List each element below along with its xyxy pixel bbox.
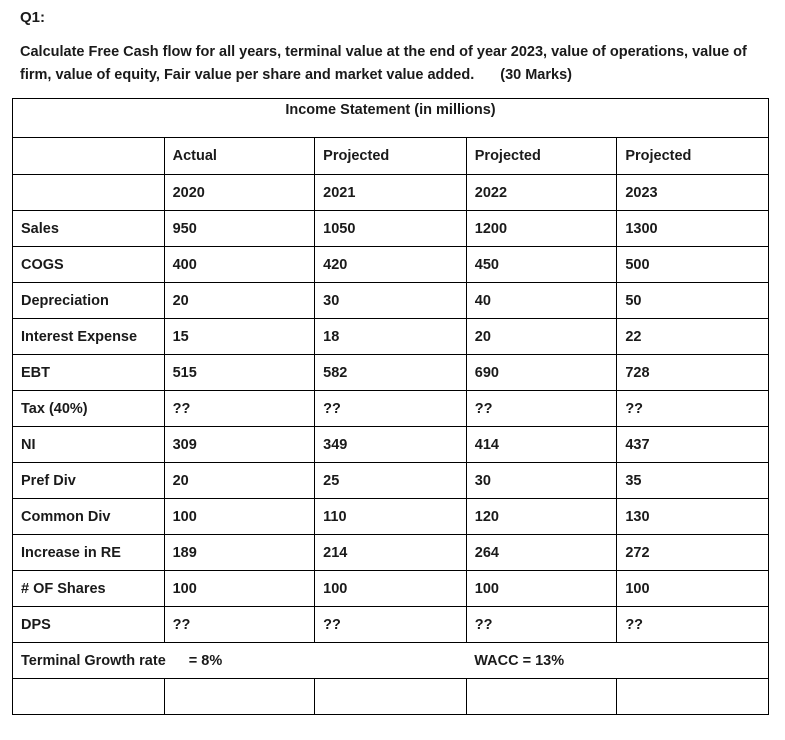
table-row bbox=[13, 247, 769, 283]
row-value: 20 bbox=[164, 463, 315, 499]
year-cell: 2023 bbox=[617, 175, 769, 211]
type-row bbox=[13, 138, 769, 175]
year-cell: 2022 bbox=[466, 175, 617, 211]
table-row bbox=[13, 463, 769, 499]
table-row bbox=[13, 571, 769, 607]
table-row bbox=[13, 391, 769, 427]
row-label: NI bbox=[13, 427, 165, 463]
terminal-growth-cell bbox=[13, 643, 467, 679]
empty-cell bbox=[466, 679, 617, 715]
row-value: 349 bbox=[315, 427, 467, 463]
type-cell: Projected bbox=[617, 138, 769, 175]
row-value: ?? bbox=[164, 391, 315, 427]
empty-cell bbox=[164, 679, 315, 715]
row-value: 35 bbox=[617, 463, 769, 499]
table-row bbox=[13, 283, 769, 319]
row-value: 500 bbox=[617, 247, 769, 283]
row-value: 1300 bbox=[617, 211, 769, 247]
wacc-cell: WACC = 13% bbox=[466, 643, 768, 679]
row-value: 214 bbox=[315, 535, 467, 571]
empty-cell bbox=[13, 679, 165, 715]
row-value: 189 bbox=[164, 535, 315, 571]
rates-row bbox=[13, 643, 769, 679]
income-statement-table bbox=[12, 98, 769, 715]
row-value: 1050 bbox=[315, 211, 467, 247]
year-cell: 2021 bbox=[315, 175, 467, 211]
year-cell: 2020 bbox=[164, 175, 315, 211]
row-value: ?? bbox=[315, 607, 467, 643]
row-value: 20 bbox=[466, 319, 617, 355]
row-label: Sales bbox=[13, 211, 165, 247]
row-value: 264 bbox=[466, 535, 617, 571]
row-value: 582 bbox=[315, 355, 467, 391]
row-value: 25 bbox=[315, 463, 467, 499]
row-value: 437 bbox=[617, 427, 769, 463]
row-label: Interest Expense bbox=[13, 319, 165, 355]
row-value: 15 bbox=[164, 319, 315, 355]
row-value: ?? bbox=[466, 607, 617, 643]
row-value: 18 bbox=[315, 319, 467, 355]
row-label: Pref Div bbox=[13, 463, 165, 499]
terminal-growth-value: = 8% bbox=[188, 652, 223, 669]
row-label: Depreciation bbox=[13, 283, 165, 319]
row-value: 100 bbox=[315, 571, 467, 607]
row-value: ?? bbox=[617, 391, 769, 427]
table-row bbox=[13, 427, 769, 463]
marks-label: (30 Marks) bbox=[500, 67, 572, 83]
prompt-text: Calculate Free Cash flow for all years, terminal value at the end of year 2023, value of operations, value of firm, value of equity, Fair value per share and market value added. bbox=[20, 44, 747, 83]
row-value: 110 bbox=[315, 499, 467, 535]
row-value: ?? bbox=[164, 607, 315, 643]
row-value: ?? bbox=[466, 391, 617, 427]
type-cell: Actual bbox=[164, 138, 315, 175]
type-cell: Projected bbox=[315, 138, 467, 175]
row-value: 120 bbox=[466, 499, 617, 535]
row-value: 40 bbox=[466, 283, 617, 319]
row-label: # OF Shares bbox=[13, 571, 165, 607]
row-value: 1200 bbox=[466, 211, 617, 247]
type-cell: Projected bbox=[466, 138, 617, 175]
row-value: 50 bbox=[617, 283, 769, 319]
row-value: ?? bbox=[617, 607, 769, 643]
table-row bbox=[13, 535, 769, 571]
row-value: 309 bbox=[164, 427, 315, 463]
empty-row bbox=[13, 679, 769, 715]
table-row bbox=[13, 499, 769, 535]
question-label: Q1: bbox=[20, 9, 46, 26]
row-value: 20 bbox=[164, 283, 315, 319]
table-title-row bbox=[13, 99, 769, 138]
year-row bbox=[13, 175, 769, 211]
row-label: Tax (40%) bbox=[13, 391, 165, 427]
row-value: ?? bbox=[315, 391, 467, 427]
table-title: Income Statement (in millions) bbox=[13, 99, 769, 138]
row-value: 690 bbox=[466, 355, 617, 391]
row-value: 420 bbox=[315, 247, 467, 283]
row-value: 728 bbox=[617, 355, 769, 391]
row-value: 272 bbox=[617, 535, 769, 571]
row-value: 100 bbox=[164, 499, 315, 535]
row-value: 515 bbox=[164, 355, 315, 391]
year-cell bbox=[13, 175, 165, 211]
table-row bbox=[13, 355, 769, 391]
row-value: 400 bbox=[164, 247, 315, 283]
question-prompt bbox=[20, 41, 780, 87]
row-label: EBT bbox=[13, 355, 165, 391]
row-value: 30 bbox=[315, 283, 467, 319]
row-value: 414 bbox=[466, 427, 617, 463]
table-row bbox=[13, 319, 769, 355]
terminal-growth-label: Terminal Growth rate bbox=[21, 652, 166, 669]
row-value: 950 bbox=[164, 211, 315, 247]
row-value: 100 bbox=[466, 571, 617, 607]
empty-cell bbox=[617, 679, 769, 715]
row-value: 100 bbox=[164, 571, 315, 607]
row-value: 130 bbox=[617, 499, 769, 535]
row-label: Common Div bbox=[13, 499, 165, 535]
row-label: DPS bbox=[13, 607, 165, 643]
empty-cell bbox=[315, 679, 467, 715]
table-row bbox=[13, 607, 769, 643]
row-value: 450 bbox=[466, 247, 617, 283]
row-value: 100 bbox=[617, 571, 769, 607]
table-row bbox=[13, 211, 769, 247]
row-label: Increase in RE bbox=[13, 535, 165, 571]
row-value: 22 bbox=[617, 319, 769, 355]
row-label: COGS bbox=[13, 247, 165, 283]
row-value: 30 bbox=[466, 463, 617, 499]
type-cell bbox=[13, 138, 165, 175]
